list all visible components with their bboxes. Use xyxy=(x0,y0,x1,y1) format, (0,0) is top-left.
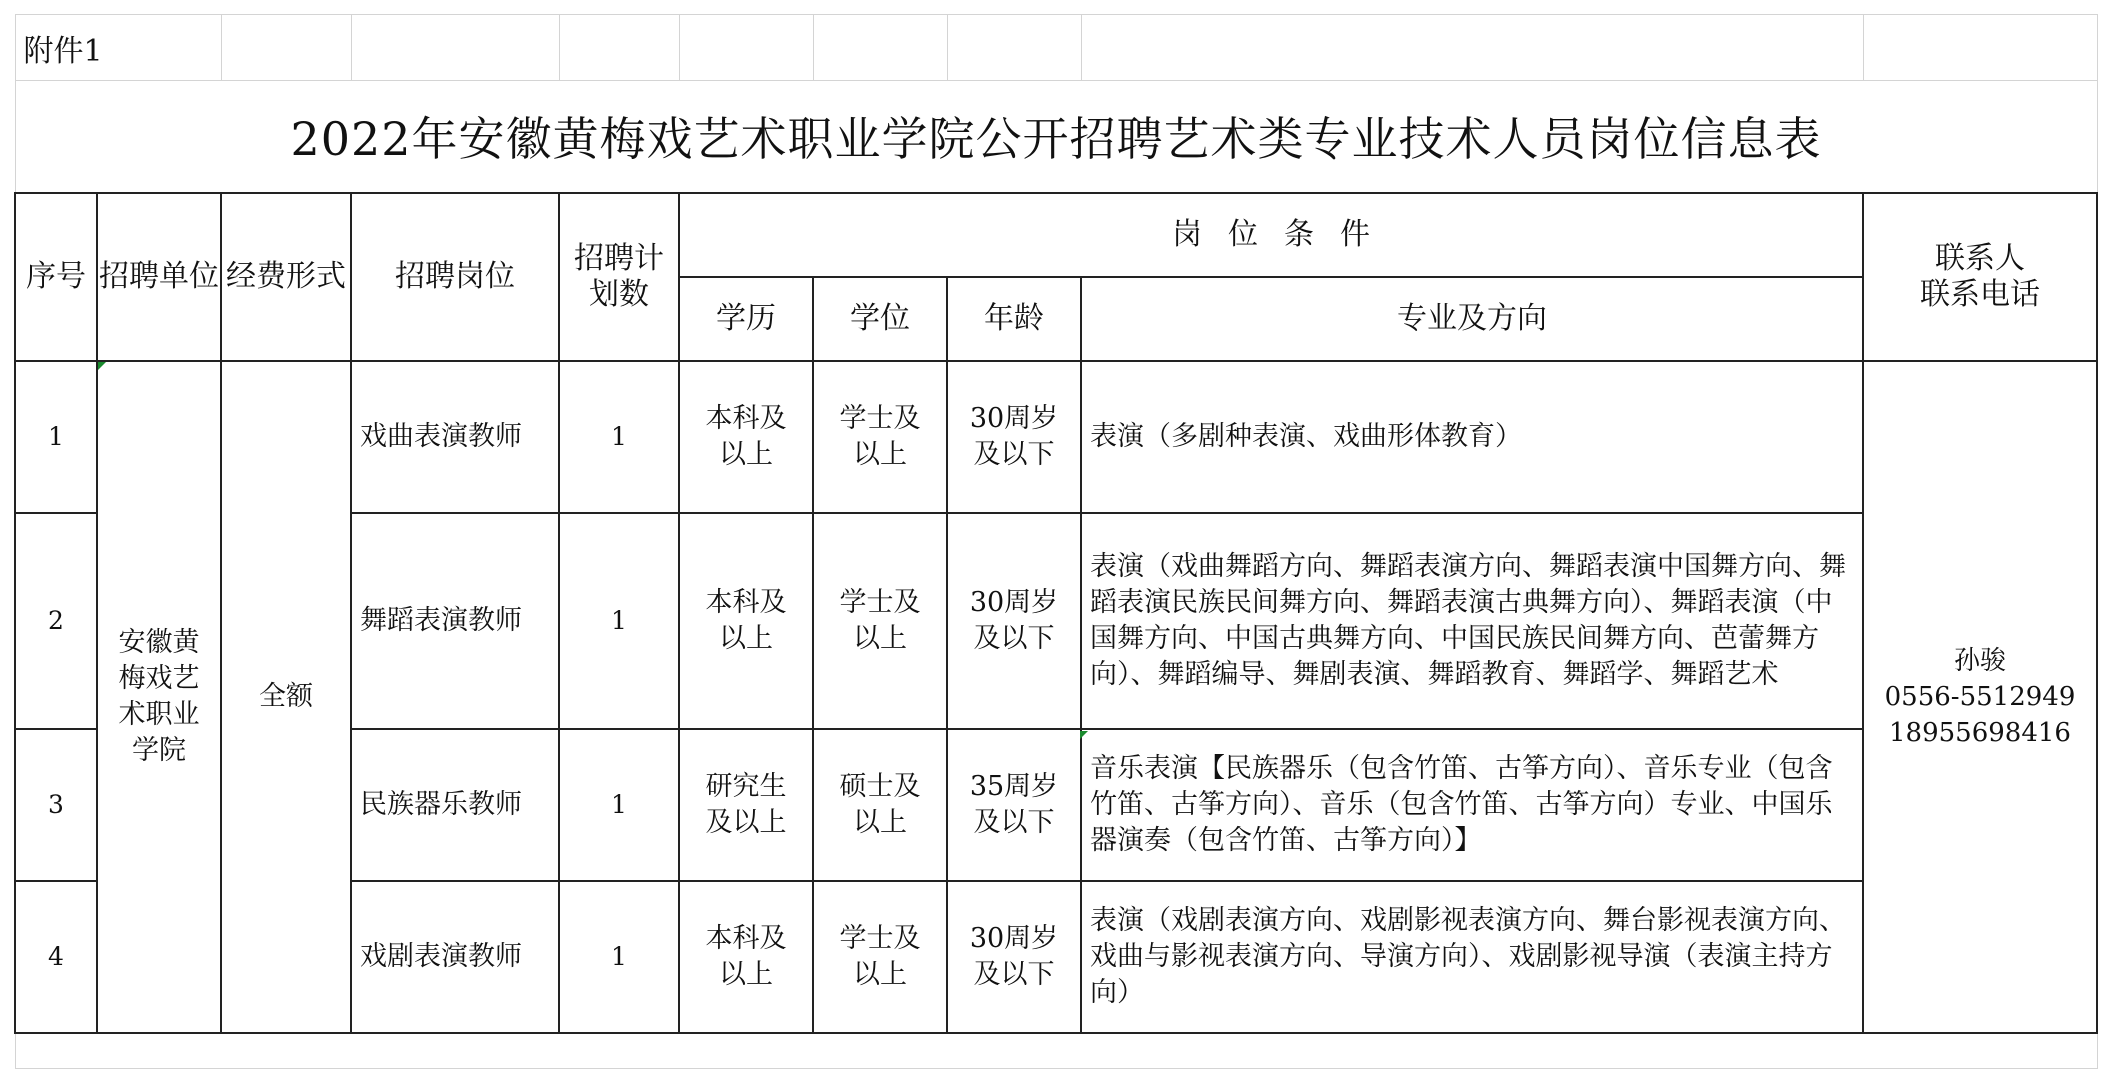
row-seq: 1 xyxy=(15,361,97,513)
row-education: 本科及以上 xyxy=(705,586,787,654)
row-degree: 学士及以上 xyxy=(839,402,921,470)
funding-type: 全额 xyxy=(221,361,351,1033)
header-plan: 招聘计划数 xyxy=(559,193,679,361)
contact-name: 孙骏 xyxy=(1953,645,2006,676)
row-plan: 1 xyxy=(559,729,679,881)
row-age: 30周岁及以下 xyxy=(969,586,1059,654)
contact-phone-landline: 0556-5512949 xyxy=(1884,681,2076,712)
header-education: 学历 xyxy=(679,277,813,361)
header-contact-phone: 联系电话 xyxy=(1920,276,2040,312)
row-degree: 学士及以上 xyxy=(839,586,921,654)
row-seq: 2 xyxy=(15,513,97,729)
row-position: 戏剧表演教师 xyxy=(351,881,559,1033)
header-row-1 xyxy=(15,193,2097,277)
unit-name-cell xyxy=(97,361,221,1033)
row-major: 表演（多剧种表演、戏曲形体教育） xyxy=(1081,361,1863,513)
row-age: 30周岁及以下 xyxy=(969,922,1059,990)
header-major: 专业及方向 xyxy=(1081,277,1863,361)
recruitment-table xyxy=(14,14,2098,1069)
contact-cell xyxy=(1863,361,2097,1033)
row-plan: 1 xyxy=(559,361,679,513)
row-position: 戏曲表演教师 xyxy=(351,361,559,513)
header-conditions: 岗位条件 xyxy=(679,193,1863,277)
row-plan: 1 xyxy=(559,881,679,1033)
header-funding: 经费形式 xyxy=(221,193,351,361)
header-age: 年龄 xyxy=(947,277,1081,361)
table-row xyxy=(15,361,2097,513)
header-contact-person: 联系人 xyxy=(1935,240,2025,276)
contact-phone-mobile: 18955698416 xyxy=(1889,717,2071,748)
row-age: 35周岁及以下 xyxy=(969,770,1059,838)
row-major: 表演（戏曲舞蹈方向、舞蹈表演方向、舞蹈表演中国舞方向、舞蹈表演民族民间舞方向、舞蹈表演古典舞方向）、舞蹈表演（中国舞方向、中国古典舞方向、中国民族民间舞方向、芭蕾舞方向）、舞蹈编导、舞剧表演、舞蹈教育、舞蹈学、舞蹈艺术 xyxy=(1081,513,1863,729)
title-row xyxy=(15,81,2097,193)
header-contact xyxy=(1863,193,2097,361)
row-education: 研究生及以上 xyxy=(705,770,787,838)
row-education: 本科及以上 xyxy=(705,922,787,990)
row-position: 民族器乐教师 xyxy=(351,729,559,881)
attachment-row xyxy=(15,15,2097,81)
header-seq: 序号 xyxy=(15,193,97,361)
row-education: 本科及以上 xyxy=(705,402,787,470)
row-age: 30周岁及以下 xyxy=(969,402,1059,470)
row-degree: 学士及以上 xyxy=(839,922,921,990)
row-plan: 1 xyxy=(559,513,679,729)
spreadsheet xyxy=(14,14,2098,1069)
attachment-label: 附件1 xyxy=(15,15,221,81)
unit-name: 安徽黄梅戏艺术职业学院 xyxy=(118,626,200,766)
row-seq: 4 xyxy=(15,881,97,1033)
header-unit: 招聘单位 xyxy=(97,193,221,361)
row-major: 表演（戏剧表演方向、戏剧影视表演方向、舞台影视表演方向、戏曲与影视表演方向、导演方向）、戏剧影视导演（表演主持方向） xyxy=(1081,881,1863,1033)
cell-comment-marker xyxy=(98,362,106,370)
header-degree: 学位 xyxy=(813,277,947,361)
row-major: 音乐表演【民族器乐（包含竹笛、古筝方向）、音乐专业（包含竹笛、古筝方向）、音乐（包含竹笛、古筝方向）专业、中国乐器演奏（包含竹笛、古筝方向）】 xyxy=(1081,729,1863,881)
row-seq: 3 xyxy=(15,729,97,881)
row-degree: 硕士及以上 xyxy=(839,770,921,838)
row-position: 舞蹈表演教师 xyxy=(351,513,559,729)
header-position: 招聘岗位 xyxy=(351,193,559,361)
page-title: 2022年安徽黄梅戏艺术职业学院公开招聘艺术类专业技术人员岗位信息表 xyxy=(15,81,2097,193)
cell-comment-marker xyxy=(1080,731,1088,739)
empty-row xyxy=(15,1033,2097,1069)
